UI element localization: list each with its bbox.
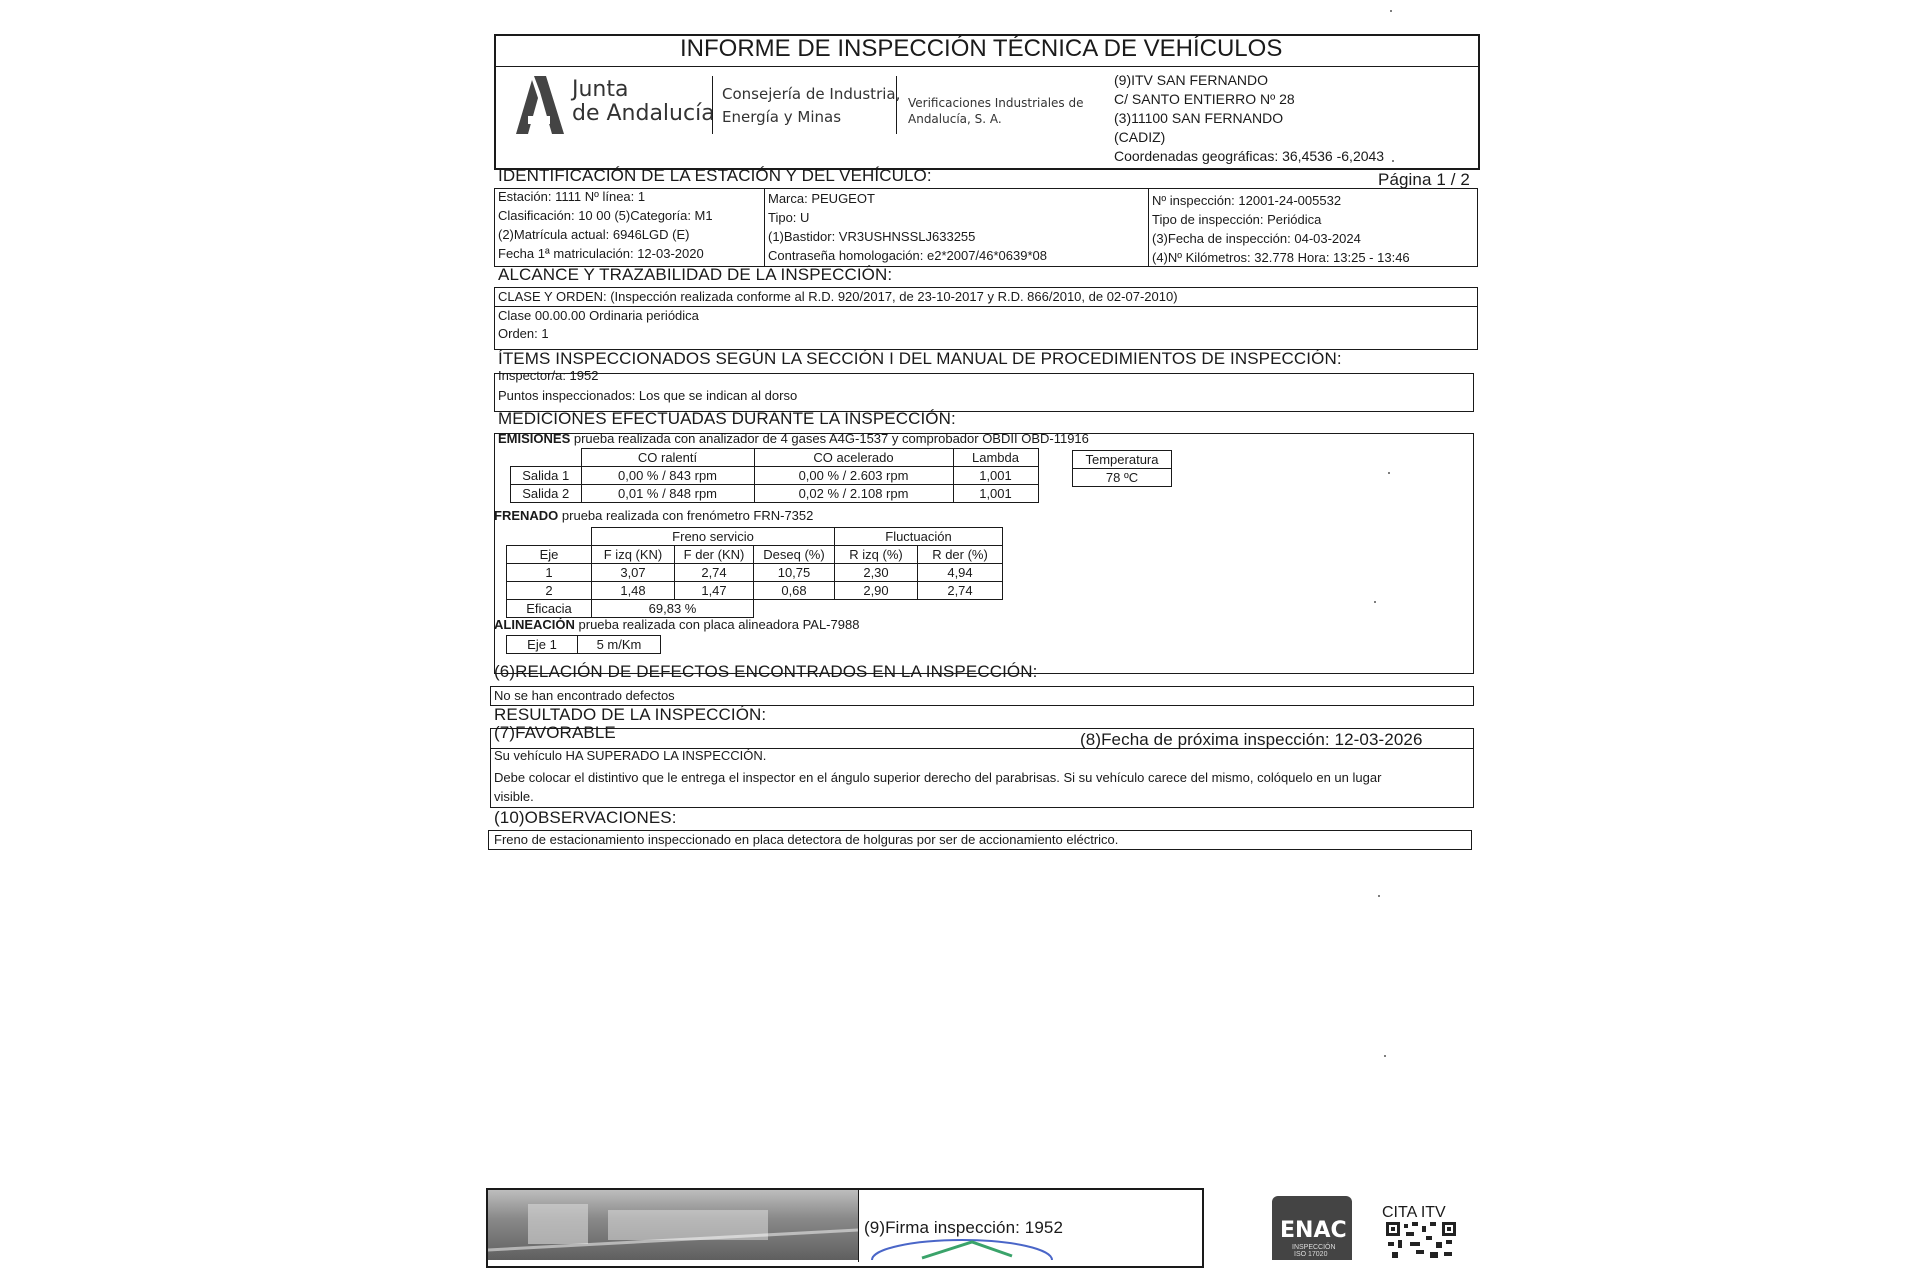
fluctuacion-header: Fluctuación (835, 528, 1003, 546)
observaciones-heading: (10)OBSERVACIONES: (494, 808, 677, 827)
ident-col-divider (764, 188, 765, 267)
frenado-cell: 4,94 (918, 564, 1003, 582)
frenado-header: F izq (KN) (592, 546, 675, 564)
logo-line2: de Andalucía (572, 101, 715, 126)
eficacia-value: 69,83 % (592, 600, 754, 618)
emisiones-corner (511, 449, 582, 467)
frenado-desc: prueba realizada con frenómetro FRN-7352 (561, 508, 814, 523)
frenado-label: FRENADO (494, 508, 559, 523)
emisiones-cell: 0,00 % / 2.603 rpm (754, 467, 953, 485)
defectos-line: No se han encontrado defectos (494, 688, 675, 703)
temperatura-value: 78 ºC (1073, 469, 1172, 487)
emisiones-cell: 1,001 (953, 485, 1038, 503)
scan-speck (1392, 160, 1394, 162)
frenado-corner (507, 528, 592, 546)
emisiones-cell: 0,01 % / 848 rpm (581, 485, 754, 503)
emisiones-header: CO ralentí (581, 449, 754, 467)
alcance-line2: Clase 00.00.00 Ordinaria periódica (498, 308, 699, 323)
scan-speck (1384, 1055, 1386, 1057)
alineacion-line (494, 617, 859, 632)
ident-col1-line: Fecha 1ª matriculación: 12-03-2020 (498, 246, 704, 261)
emisiones-line (498, 431, 1089, 446)
identificacion-heading: IDENTIFICACIÓN DE LA ESTACIÓN Y DEL VEHÍCULO: (498, 166, 932, 185)
junta-andalucia-logo-icon (514, 72, 566, 136)
ident-col3-line: (4)Nº Kilómetros: 32.778 Hora: 13:25 - 13:46 (1152, 250, 1410, 265)
photo-texture-icon (488, 1190, 858, 1260)
verificaciones-line2: Andalucía, S. A. (908, 112, 1002, 126)
firma-label: (9)Firma inspección: 1952 (864, 1218, 1064, 1237)
eficacia-spacer (754, 600, 1003, 618)
ident-col2-line: (1)Bastidor: VR3USHNSSLJ633255 (768, 229, 976, 244)
frenado-cell: 2,74 (675, 564, 754, 582)
resultado-heading: RESULTADO DE LA INSPECCIÓN: (494, 705, 767, 724)
temperatura-label: Temperatura (1073, 451, 1172, 469)
frenado-line (494, 508, 813, 523)
station-line2: C/ SANTO ENTIERRO Nº 28 (1114, 91, 1295, 107)
puntos-line: Puntos inspeccionados: Los que se indican al dorso (498, 388, 798, 403)
emisiones-header: CO acelerado (754, 449, 953, 467)
frenado-cell: 2,90 (835, 582, 918, 600)
inspector-line: Inspector/a: 1952 (498, 368, 599, 383)
resultado-line2: Debe colocar el distintivo que le entrega el inspector en el ángulo superior derecho del parabrisas. Si su vehículo carece del mismo, colóquelo en un lugar (494, 770, 1382, 785)
alineacion-table (506, 635, 661, 654)
ident-col3-line: Nº inspección: 12001-24-005532 (1152, 193, 1342, 208)
frenado-header: R der (%) (918, 546, 1003, 564)
scan-speck (1390, 10, 1392, 12)
resultado-line1: Su vehículo HA SUPERADO LA INSPECCIÓN. (494, 748, 767, 763)
frenado-header: Deseq (%) (754, 546, 835, 564)
cita-itv-label: CITA ITV (1382, 1204, 1446, 1221)
logo-line1: Junta (572, 77, 629, 102)
items-heading: ÍTEMS INSPECCIONADOS SEGÚN LA SECCIÓN I DEL MANUAL DE PROCEDIMIENTOS DE INSPECCIÓN: (498, 349, 1342, 368)
frenado-table (506, 527, 1003, 618)
frenado-cell: 2 (507, 582, 592, 600)
frenado-cell: 0,68 (754, 582, 835, 600)
observaciones-line: Freno de estacionamiento inspeccionado en placa detectora de holguras por ser de accionamiento eléctrico. (494, 832, 1119, 847)
resultado-favorable: (7)FAVORABLE (494, 723, 616, 742)
station-line1: (9)ITV SAN FERNANDO (1114, 72, 1269, 88)
frenado-cell: 2,74 (918, 582, 1003, 600)
ident-col1-line: Clasificación: 10 00 (5)Categoría: M1 (498, 208, 713, 223)
enac-small1: INSPECCIÓN (1292, 1244, 1336, 1251)
mediciones-heading: MEDICIONES EFECTUADAS DURANTE LA INSPECCIÓN: (498, 409, 956, 428)
scan-speck (1388, 472, 1390, 474)
frenado-cell: 1,48 (592, 582, 675, 600)
page-number: Página 1 / 2 (1378, 170, 1470, 189)
consejeria-line1: Consejería de Industria, (722, 85, 901, 103)
frenado-cell: 10,75 (754, 564, 835, 582)
header-divider (494, 66, 1480, 67)
ident-col-divider (1148, 188, 1149, 267)
enac-text: ENAC (1280, 1218, 1347, 1243)
defectos-heading: (6)RELACIÓN DE DEFECTOS ENCONTRADOS EN LA INSPECCIÓN: (494, 662, 1038, 681)
emisiones-header: Lambda (953, 449, 1038, 467)
table-row (511, 485, 1039, 503)
emisiones-cell: 0,00 % / 843 rpm (581, 467, 754, 485)
table-row (507, 582, 1003, 600)
table-row (507, 600, 1003, 618)
consejeria-line2: Energía y Minas (722, 108, 842, 126)
ident-col2-line: Tipo: U (768, 210, 810, 225)
frenado-cell: 1 (507, 564, 592, 582)
footer-divider (858, 1190, 859, 1262)
alcance-line3: Orden: 1 (498, 326, 549, 341)
logo-divider (712, 76, 713, 134)
emisiones-cell: 1,001 (953, 467, 1038, 485)
resultado-line3: visible. (494, 789, 534, 804)
emisiones-cell: Salida 2 (511, 485, 582, 503)
temperatura-table (1072, 450, 1172, 487)
scan-speck (1374, 601, 1376, 603)
freno-servicio-header: Freno servicio (592, 528, 835, 546)
scan-speck (1378, 895, 1380, 897)
enac-small2: ISO 17020 (1294, 1251, 1328, 1258)
ident-col2-line: Marca: PEUGEOT (768, 191, 875, 206)
station-coords: Coordenadas geográficas: 36,4536 -6,2043 (1114, 148, 1385, 164)
signature-stamp-icon (862, 1236, 1062, 1260)
table-row (507, 564, 1003, 582)
table-row (511, 467, 1039, 485)
alcance-line1: CLASE Y ORDEN: (Inspección realizada conforme al R.D. 920/2017, de 23-10-2017 y R.D. 866/2010, de 02-07-2010) (498, 289, 1178, 304)
emisiones-cell: 0,02 % / 2.108 rpm (754, 485, 953, 503)
ident-col1-line: Estación: 1111 Nº línea: 1 (498, 189, 646, 204)
alineacion-desc: prueba realizada con placa alineadora PAL-7988 (578, 617, 860, 632)
emisiones-table (510, 448, 1039, 503)
proxima-inspeccion: (8)Fecha de próxima inspección: 12-03-2026 (1080, 730, 1423, 749)
verificaciones-line1: Verificaciones Industriales de (908, 96, 1084, 110)
ident-col1-line: (2)Matrícula actual: 6946LGD (E) (498, 227, 690, 242)
alcance-heading: ALCANCE Y TRAZABILIDAD DE LA INSPECCIÓN: (498, 265, 893, 284)
frenado-header: R izq (%) (835, 546, 918, 564)
frenado-cell: 1,47 (675, 582, 754, 600)
alineacion-value: 5 m/Km (578, 636, 661, 654)
eficacia-label: Eficacia (507, 600, 592, 618)
ident-col2-line: Contraseña homologación: e2*2007/46*0639*08 (768, 248, 1047, 263)
qr-code-icon (1386, 1222, 1456, 1260)
verif-divider (896, 76, 897, 134)
frenado-cell: 2,30 (835, 564, 918, 582)
ident-col3-line: Tipo de inspección: Periódica (1152, 212, 1322, 227)
station-line4: (CADIZ) (1114, 129, 1166, 145)
frenado-header: Eje (507, 546, 592, 564)
enac-logo (1272, 1196, 1352, 1260)
ident-col3-line: (3)Fecha de inspección: 04-03-2024 (1152, 231, 1361, 246)
emisiones-desc: prueba realizada con analizador de 4 gases A4G-1537 y comprobador OBDII OBD-11916 (573, 431, 1089, 446)
alcance-divider (494, 306, 1478, 307)
frenado-header: F der (KN) (675, 546, 754, 564)
alineacion-label: ALINEACIÓN (494, 617, 575, 632)
report-title: INFORME DE INSPECCIÓN TÉCNICA DE VEHÍCULOS (680, 35, 1283, 62)
emisiones-cell: Salida 1 (511, 467, 582, 485)
frenado-cell: 3,07 (592, 564, 675, 582)
alineacion-eje: Eje 1 (507, 636, 578, 654)
station-line3: (3)11100 SAN FERNANDO (1114, 110, 1284, 126)
emisiones-label: EMISIONES (498, 431, 571, 446)
